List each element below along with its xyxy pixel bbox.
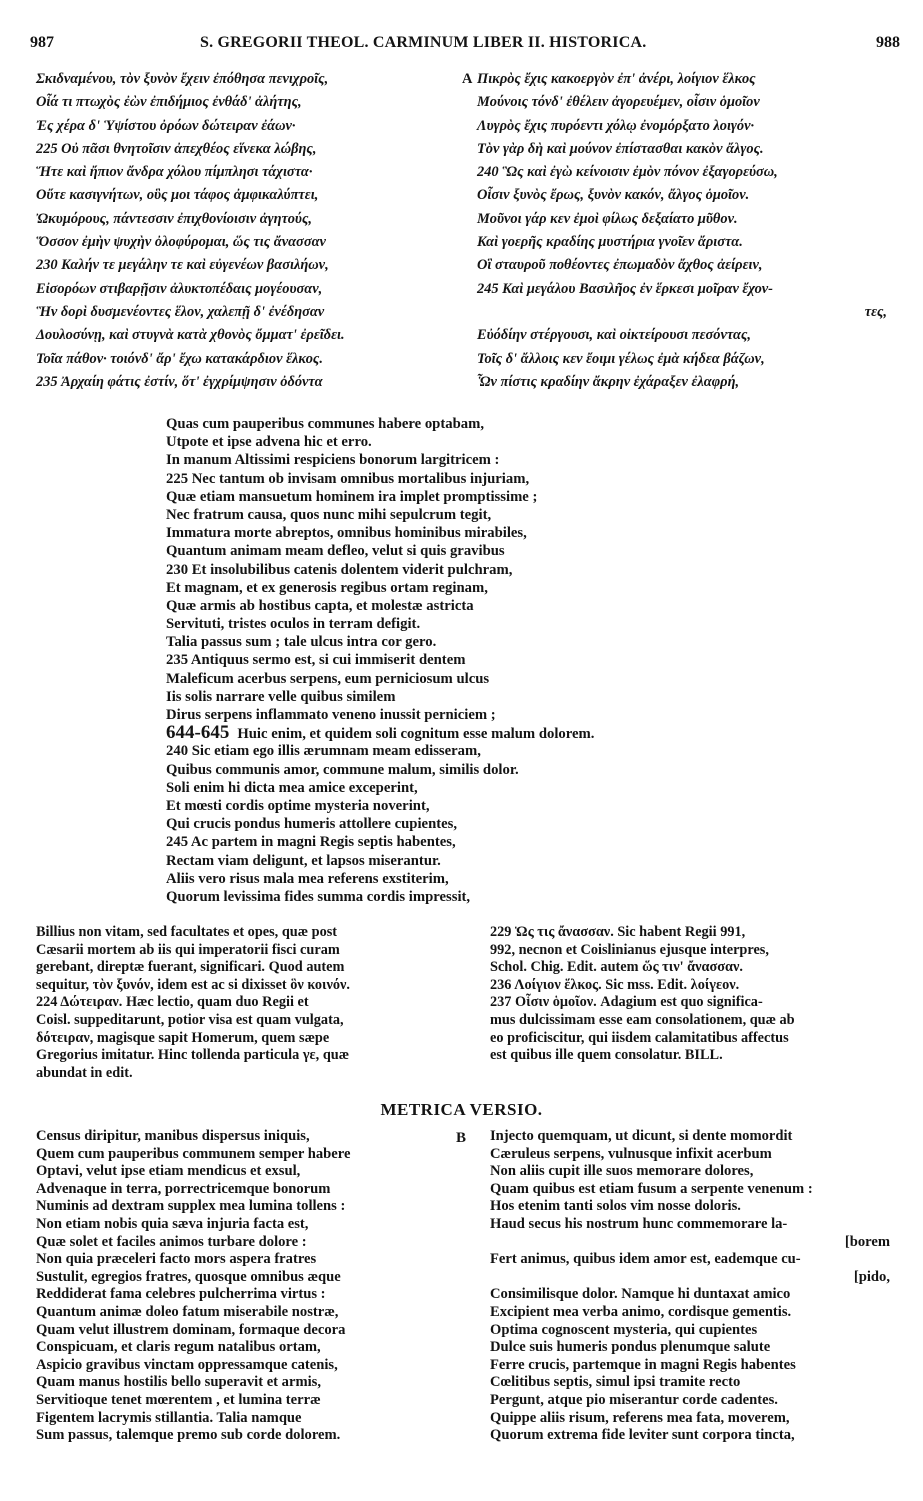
column-marker-a: A [462,71,473,87]
metrica-verse-line: Quam manus hostilis bello superavit et armis, [36,1374,321,1391]
greek-verse-line: 245 Καὶ μεγάλου Βασιλῆος ἐν ἕρκεσι μοῖραν ἔχον- [477,280,773,297]
greek-text-right-column [477,68,917,394]
greek-verse-line: Οὔτε κασιγνήτων, οὓς μοι τάφος ἀμφικαλύπτει, [36,187,319,204]
greek-verse-line: Μούνοις τόνδ' ἐθέλειν ἀγορευέμεν, οἷσιν ὁμοῖον [477,94,760,111]
greek-verse-line: 240 Ὣς καὶ ἐγὼ κείνοισιν ἐμὸν πόνον ἐξαγορεύσω, [477,164,778,181]
metrica-verse-line: Sustulit, egregios fratres, quosque omnibus æque [36,1268,341,1285]
greek-verse-line: 225 Οὐ πᾶσι θνητοῖσιν ἀπεχθέος εἵνεκα λώβης, [36,140,317,157]
greek-verse-line: Τοῖα πάθον· τοιόνδ' ἄρ' ἔχω κατακάρδιον ἕλκος. [36,350,323,367]
metrica-verse-line: Ferre crucis, partemque in magni Regis habentes [490,1356,796,1373]
metrica-verse-line: Conspicuam, et claris regum natalibus ortam, [36,1339,321,1356]
latin-verse-line: Utpote et ipse advena hic et erro. [166,434,372,451]
note-line: Billius non vitam, sed facultates et opes, quæ post [36,924,338,940]
running-title: S. GREGORII THEOL. CARMINUM LIBER II. HISTORICA. [200,34,647,51]
metrica-verse-line: Injecto quemquam, ut dicunt, si dente momordit [490,1128,793,1144]
metrica-verse-line: Non etiam nobis quia sæva injuria facta est, [36,1215,309,1232]
latin-verse-line: Aliis vero risus mala mea referens exstiterim, [166,870,449,887]
metrica-verse-line: [pido, [853,1268,890,1285]
metrica-verse-line: Advenaque in terra, porrectricemque bonorum [36,1180,331,1197]
latin-verse-line: 225 Nec tantum ob invisam omnibus mortalibus injuriam, [166,470,530,487]
latin-verse-line: 240 Sic etiam ego illis ærumnam meam edisseram, [166,743,481,760]
greek-verse-line: 235 Ἀρχαίη φάτις ἐστίν, ὅτ' ἐγχρίμψησιν ὀδόντα [36,373,323,390]
metrica-verse-line: Sum passus, talemque premo sub corde dolorem. [36,1427,341,1444]
note-line: 224 Δώτειραν. Hæc lectio, quam duo Regii et [36,994,309,1011]
metrica-verse-line: Aspicio gravibus vinctam oppressamque catenis, [36,1356,338,1373]
greek-verse-line: Ὧν πίστις κραδίην ἄκρην ἐχάραξεν ἐλαφρή, [477,373,740,390]
note-line: Gregorius imitatur. Hinc tollenda particula γε, quæ [36,1047,350,1064]
metrica-verse-line: Haud secus his nostrum hunc commemorare la- [490,1215,788,1232]
latin-verse-line: 230 Et insolubilibus catenis dolentem viderit pulchram, [166,561,513,578]
note-line: 992, necnon et Coislinianus ejusque interpres, [490,941,769,958]
greek-verse-line: Πικρὸς ἔχις κακοεργὸν ἐπ' ἀνέρι, λοίγιον ἕλκος [477,71,756,87]
greek-verse-line: Εὐόδίην στέργουσι, καὶ οἰκτείρουσι πεσόντας, [477,327,752,344]
metrica-verse-line: Numinis ad dextram supplex mea lumina tollens : [36,1198,346,1215]
note-line: mus dulcissimam esse eam consolationem, quæ ab [490,1011,795,1028]
note-line: 236 Λοίγιον ἕλκος. Sic mss. Edit. λοίγεον. [490,976,740,993]
latin-verse-line: Et mœsti cordis optime mysteria noverint, [166,797,430,814]
note-line: abundat in edit. [36,1064,133,1081]
greek-verse-line: Ὠκυμόρους, πάντεσσιν ἐπιχθονίοισιν ἀγητούς, [36,210,312,227]
note-line: gerebant, direptæ fuerant, significari. Quod autem [36,959,345,976]
note-line: Cæsarii mortem ab iis qui imperatorii fisci curam [36,941,340,958]
latin-verse-line: Quæ armis ab hostibus capta, et molestæ astricta [166,597,474,614]
metrica-verse-line: Quam velut illustrem dominam, formaque decora [36,1321,346,1338]
greek-verse-line: Μοῦνοι γάρ κεν ἐμοὶ φίλως δεξαίατο μῦθον. [477,210,738,227]
greek-verse-line: Καὶ γοερῆς κραδίης μυστήρια γνοῖεν ἄριστα. [477,234,743,251]
latin-verse-line: Maleficum acerbus serpens, eum perniciosum ulcus [166,670,490,687]
metrica-right-column [490,1128,920,1445]
metrica-verse-line: Dulce suis humeris pondus plenumque salute [490,1339,771,1356]
greek-verse-line: Σκιδναμένου, τὸν ξυνὸν ἔχειν ἐπόθησα πενιχροῖς, [36,71,329,87]
latin-verse-line: Talia passus sum ; tale ulcus intra cor gero. [166,634,437,651]
metrica-verse-line: Quam quibus est etiam fusum a serpente venenum : [490,1180,813,1197]
note-line: est quibus ille quem consolatur. BILL. [490,1047,723,1064]
metrica-verse-line: Pergunt, atque pio miserantur corde cadentes. [490,1391,778,1408]
metrica-verse-line: Cæruleus serpens, vulnusque infixit acerbum [490,1145,772,1162]
greek-verse-line: Ὅσσον ἐμὴν ψυχὴν ὀλοφύρομαι, ὥς τις ἄνασσαν [36,234,326,251]
greek-verse-line: τες, [864,303,887,320]
metrica-verse-line: Excipient mea verba animo, cordisque gementis. [490,1303,792,1320]
metrica-verse-line: Quæ solet et faciles animos turbare dolore : [36,1233,307,1250]
note-line: eo proficiscitur, qui iisdem calamitatibus affectus [490,1029,789,1046]
latin-verse-text: Huic enim, et quidem soli cognitum esse malum dolorem. [237,726,595,743]
latin-verse-line: Quorum levissima fides summa cordis impressit, [166,888,471,905]
greek-verse-line: Οἳ σταυροῦ ποθέοντες ἐπωμαδὸν ἄχθος ἀείρειν, [477,257,763,274]
metrica-verse-line: Optima cognoscent mysteria, qui cupientes [490,1321,758,1338]
latin-verse-line: Qui crucis pondus humeris attollere cupientes, [166,816,458,833]
metrica-left-column [36,1128,456,1445]
metrica-verse-line: Quem cum pauperibus communem semper habere [36,1145,351,1162]
metrica-verse-line: Quippe aliis risum, referens mea fata, moverem, [490,1409,790,1426]
latin-verse-line: Et magnam, et ex generosis regibus ortam reginam, [166,579,488,596]
latin-verse-line: Quæ etiam mansuetum hominem ira implet promptissime ; [166,488,538,505]
metrica-verse-line: Non aliis cupit ille suos memorare dolores, [490,1163,754,1180]
latin-verse-line [166,724,766,742]
greek-text-left-column [36,68,451,394]
latin-verse-line: In manum Altissimi respiciens bonorum largitricem : [166,452,500,469]
metrica-verse-line: Optavi, velut ipse etiam mendicus et exsul, [36,1163,301,1180]
greek-verse-line: Τοῖς δ' ἄλλοις κεν ἔοιμι γέλως ἐμὰ κήδεα βάζων, [477,350,765,367]
latin-verse-line: Quantum animam meam defleo, velut si quis gravibus [166,543,505,560]
section-title: METRICA VERSIO. [380,1100,543,1119]
notes-left-column [36,924,456,1082]
note-line: sequitur, τὸν ξυνόν, idem est ac si dixisset ὃν κοινόν. [36,976,350,993]
greek-verse-line: Εἰσορόων στιβαρῇσιν ἀλυκτοπέδαις μογέουσαν, [36,280,323,297]
greek-verse-line: Οἷσιν ξυνὸς ἔρως, ξυνὸν κακόν, ἄλγος ὁμοῖον. [477,187,750,204]
latin-verse-line: Quas cum pauperibus communes habere optabam, [166,416,484,432]
greek-verse-line: Ἐς χέρα δ' Ὑψίστου ὀρόων δώτειραν ἐάων· [36,117,296,134]
greek-verse-line: Οἷά τι πτωχὸς ἐὼν ἐπιδήμιος ἐνθάδ' ἀλήτης, [36,94,302,111]
right-page-number: 988 [876,34,900,51]
page-header [30,34,900,56]
metrica-verse-line: Cœlitibus septis, simul ipsi tramite recto [490,1374,741,1391]
metrica-verse-line: Servitioque tenet mœrentem , et lumina terræ [36,1391,321,1408]
greek-verse-line: Ἣν δορὶ δυσμενέοντες ἕλον, χαλεπῇ δ' ἐνέδησαν [36,303,325,320]
metrica-verse-line: Census diripitur, manibus dispersus iniquis, [36,1128,310,1144]
latin-translation [166,415,766,906]
metrica-verse-line: Non quia præceleri facto mors aspera fratres [36,1251,317,1268]
metrica-verse-line: Figentem lacrymis stillantia. Talia namque [36,1409,302,1426]
latin-verse-line: 235 Antiquus sermo est, si cui immiserit dentem [166,652,466,669]
latin-verse-line: Dirus serpens inflammato veneno inussit perniciem ; [166,707,496,723]
latin-verse-line: Immatura morte abreptos, omnibus hominibus mirabiles, [166,525,527,542]
latin-verse-line: 245 Ac partem in magni Regis septis habentes, [166,834,456,851]
metrica-verse-line: Consimilisque dolor. Namque hi duntaxat amico [490,1286,791,1303]
note-line: Schol. Chig. Edit. autem ὥς τιν' ἄνασσαν. [490,959,743,976]
greek-verse-line: Δουλοσύνῃ, καὶ στυγνὰ κατὰ χθονὸς ὄμματ' ἐρεῖδει. [36,327,345,344]
greek-verse-line: Λυγρὸς ἔχις πυρόεντι χόλῳ ἐνομόρξατο λοιγόν· [477,117,755,134]
left-page-number: 987 [30,34,54,51]
metrica-verse-line: Quorum extrema fide leviter sunt corpora tincta, [490,1427,795,1444]
note-line: 229 Ὡς τις ἄνασσαν. Sic habent Regii 991, [490,924,746,940]
metrica-verse-line: Hos etenim tanti solos vim nosse doloris. [490,1198,741,1215]
latin-verse-line: Nec fratrum causa, quos nunc mihi sepulcrum tegit, [166,506,492,523]
latin-verse-line: Soli enim hi dicta mea amice exceperint, [166,779,418,796]
greek-verse-line: Ἥτε καὶ ἤπιον ἄνδρα χόλου πίμπλησι τάχιστα· [36,164,313,181]
notes-right-column [490,924,905,1065]
latin-verse-line: Iis solis narrare velle quibus similem [166,688,396,705]
greek-verse-line: 230 Καλήν τε μεγάλην τε καὶ εὐγενέων βασιλήων, [36,257,329,274]
latin-verse-line: Servituti, tristes oculos in terram defigit. [166,616,421,633]
column-number: 644-645 [166,722,230,744]
latin-verse-line: Rectam viam deligunt, et lapsos miserantur. [166,852,441,869]
note-line: 237 Οἷσιν ὁμοῖον. Adagium est quo significa- [490,994,763,1011]
column-marker-b: B [456,1130,467,1146]
metrica-verse-line: Reddiderat fama celebres pulcherrima virtus : [36,1286,326,1303]
greek-verse-line: Τὸν γὰρ δὴ καὶ μούνον ἐπίστασθαι κακὸν ἄλγος. [477,140,764,157]
metrica-verse-line: Fert animus, quibus idem amor est, eademque cu- [490,1251,801,1268]
note-line: δότειραν, magisque sapit Homerum, quem sæpe [36,1029,330,1046]
metrica-verse-line: [borem [844,1233,890,1250]
latin-verse-line: Quibus communis amor, commune malum, similis dolor. [166,761,519,778]
metrica-verse-line: Quantum animæ doleo fatum miserabile nostræ, [36,1303,339,1320]
note-line: Coisl. suppeditarunt, potior visa est quam vulgata, [36,1011,344,1028]
